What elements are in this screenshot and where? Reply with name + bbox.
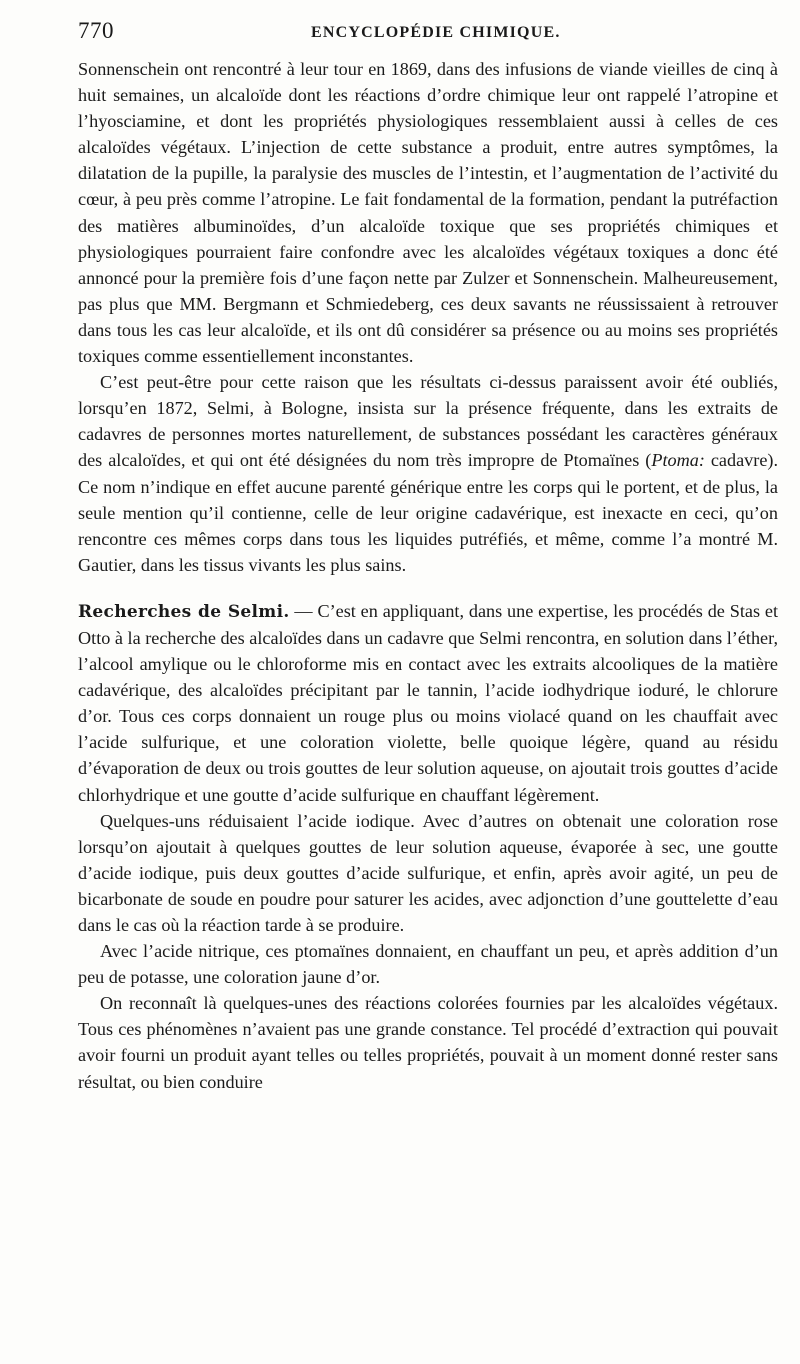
running-title: ENCYCLOPÉDIE CHIMIQUE.: [311, 24, 561, 41]
paragraph-2-text-end: cadavre). Ce nom n’indique en effet aucune parenté générique entre les corps qui le portent, et de plus, la seule mention qu’il contienne, celle de leur origine cadavérique, est inexacte en ceci, qu’on rencontre ces mêmes corps dans tous les liquides putréfiés, et même, comme l’a montré M. Gautier, dans les tissus vivants les plus sains.: [78, 450, 779, 575]
page-number: 770: [78, 18, 114, 43]
body-text: [78, 56, 778, 1095]
paragraph-6: On reconnaît là quelques-unes des réactions colorées fournies par les alcaloïdes végétaux. Tous ces phénomènes n’avaient pas une grande constance. Tel procédé d’extraction qui pouvait avoir fourni un produit ayant telles ou telles propriétés, pouvait à un moment donné rester sans résultat, ou bien conduire: [78, 993, 778, 1092]
paragraph-3-text: — C’est en appliquant, dans une expertise, les procédés de Stas et Otto à la recherche des alcaloïdes dans un cadavre que Selmi rencontra, en solution dans l’éther, l’alcool amylique ou le chloroforme mis en contact avec les extraits alcooliques de la matière cadavérique, des alcaloïdes précipitant par le tannin, l’acide iodhydrique ioduré, le chlorure d’or. Tous ces corps donnaient un rouge plus ou moins violacé quand on les chauffait avec l’acide sulfurique, et une coloration violette, belle quoique légère, quand au résidu d’évaporation de deux ou trois gouttes de leur solution aqueuse, on ajoutait trois gouttes d’acide chlorhydrique et une goutte d’acide sulfurique en chauffant légèrement.: [78, 600, 778, 805]
ptoma-etymology: Ptoma:: [651, 450, 705, 471]
paragraph-3: [78, 598, 778, 808]
paragraph-5: Avec l’acide nitrique, ces ptomaïnes donnaient, en chauffant un peu, et après addition d’un peu de potasse, une coloration jaune d’or.: [78, 941, 778, 988]
paragraph-4: Quelques-uns réduisaient l’acide iodique. Avec d’autres on obtenait une coloration rose lorsqu’on ajoutait à quelques gouttes de leur solution aqueuse, évaporée à sec, une goutte d’acide iodique, puis deux gouttes d’acide sulfurique, et enfin, après avoir agité, un peu de bicarbonate de soude en poudre pour saturer les acides, avec adjonction d’une gouttelette d’eau dans le cas où la réaction tarde à se produire.: [78, 810, 778, 935]
section-heading-selmi: Recherches de Selmi.: [78, 601, 290, 622]
paragraph-2-text-start: C’est peut-être pour cette raison que les résultats ci-dessus paraissent avoir été oubliés, lorsqu’en 1872, Selmi, à Bologne, insista sur la présence fréquente, dans les extraits de cadavres de personnes mortes naturellement, de substances possédant les caractères généraux des alcaloïdes, et qui ont été désignées du nom très impropre de Ptomaïnes (: [78, 372, 778, 471]
paragraph-2: [78, 369, 778, 578]
page-header: [78, 18, 778, 48]
paragraph-1: Sonnenschein ont rencontré à leur tour en 1869, dans des infusions de viande vieilles de cinq à huit semaines, un alcaloïde dont les réactions d’ordre chimique leur ont rappelé l’atropine et l’hyosciamine, et dont les propriétés physiologiques ressemblaient aussi à celles de ces alcaloïdes végétaux. L’injection de cette substance a produit, entre autres symptômes, la dilatation de la pupille, la paralysie des muscles de l’intestin, et l’augmentation de l’activité du cœur, à peu près comme l’atropine. Le fait fondamental de la formation, pendant la putréfaction des matières albuminoïdes, d’un alcaloïde toxique que ses propriétés chimiques et physiologiques pourraient faire confondre avec les alcaloïdes végétaux toxiques a donc été annoncé pour la première fois d’une façon nette par Zulzer et Sonnenschein. Malheureusement, pas plus que MM. Bergmann et Schmiedeberg, ces deux savants ne réussissaient à retrouver dans tous les cas leur alcaloïde, et ils ont dû considérer sa présence ou au moins ses propriétés toxiques comme essentiellement inconstantes.: [78, 59, 778, 367]
